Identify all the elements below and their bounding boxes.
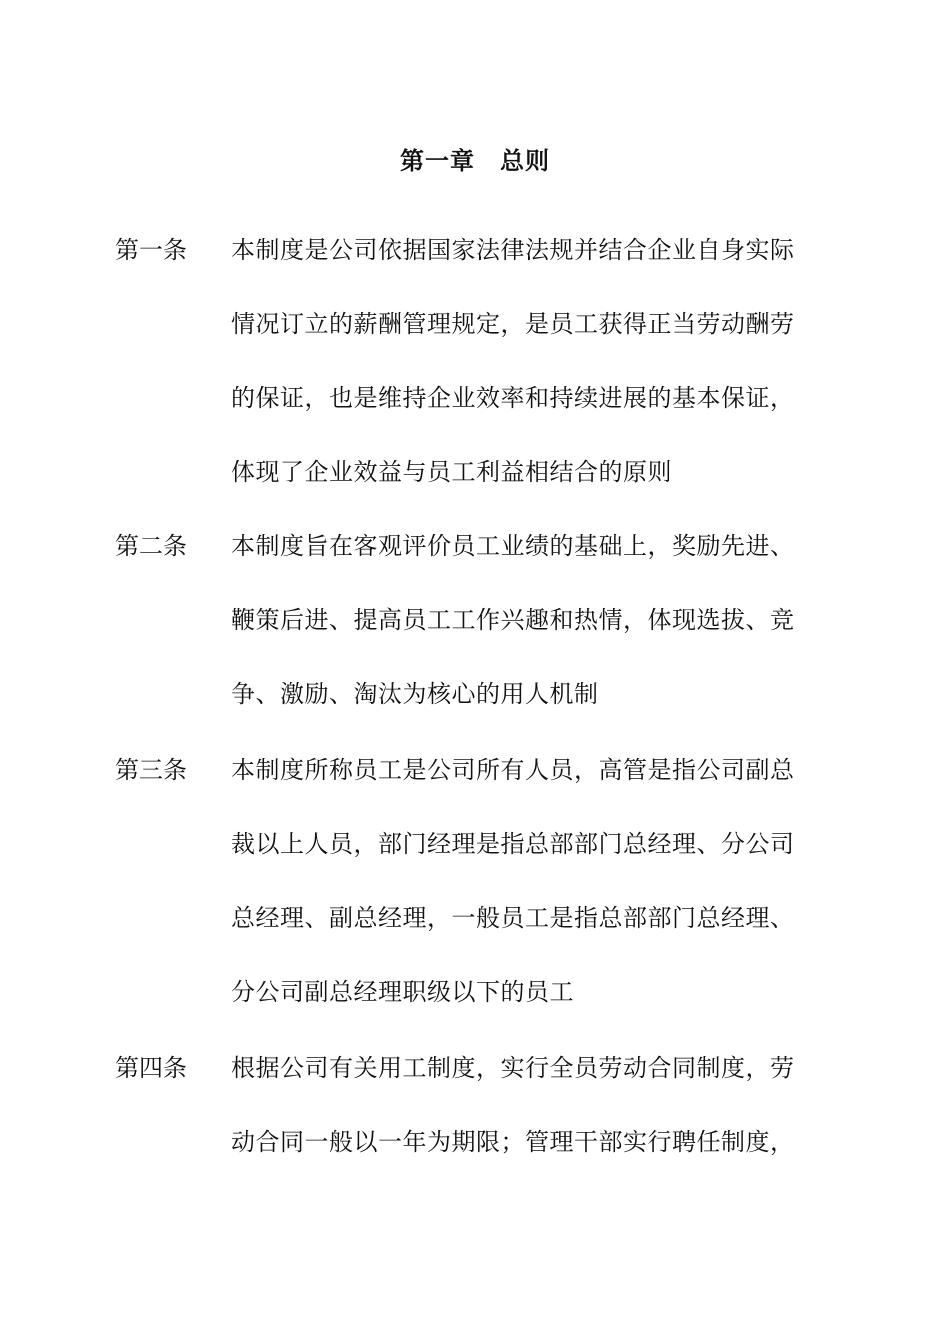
article-line: 本制度所称员工是公司所有人员，高管是指公司副总 [231, 756, 795, 784]
article-line: 本制度旨在客观评价员工业绩的基础上，奖励先进、 [231, 532, 795, 560]
article-line: 总经理、副总经理，一般员工是指总部部门总经理、 [231, 904, 795, 932]
article-label: 第三条 [115, 756, 187, 784]
article-line: 分公司副总经理职级以下的员工 [231, 978, 574, 1006]
article-body [231, 1050, 837, 1198]
article-line: 争、激励、淘汰为核心的用人机制 [231, 680, 599, 708]
article-label: 第四条 [115, 1054, 187, 1082]
article-line: 鞭策后进、提高员工工作兴趣和热情，体现选拔、竞 [231, 606, 795, 634]
chapter-title: 第一章 总则 [400, 147, 550, 175]
article-line: 裁以上人员，部门经理是指总部部门总经理、分公司 [231, 830, 795, 858]
article-line: 动合同一般以一年为期限；管理干部实行聘任制度， [231, 1128, 795, 1156]
article-line: 体现了企业效益与员工利益相结合的原则 [231, 458, 672, 486]
article-body [231, 752, 837, 1048]
article-line: 本制度是公司依据国家法律法规并结合企业自身实际 [231, 236, 795, 264]
article-line: 情况订立的薪酬管理规定，是员工获得正当劳动酬劳 [231, 310, 795, 338]
article-line: 的保证，也是维持企业效率和持续进展的基本保证， [231, 384, 795, 412]
article-label: 第一条 [115, 236, 187, 264]
article-body [231, 528, 837, 750]
article-body [231, 232, 837, 528]
article-label: 第二条 [115, 532, 187, 560]
article-line: 根据公司有关用工制度，实行全员劳动合同制度，劳 [231, 1054, 795, 1082]
